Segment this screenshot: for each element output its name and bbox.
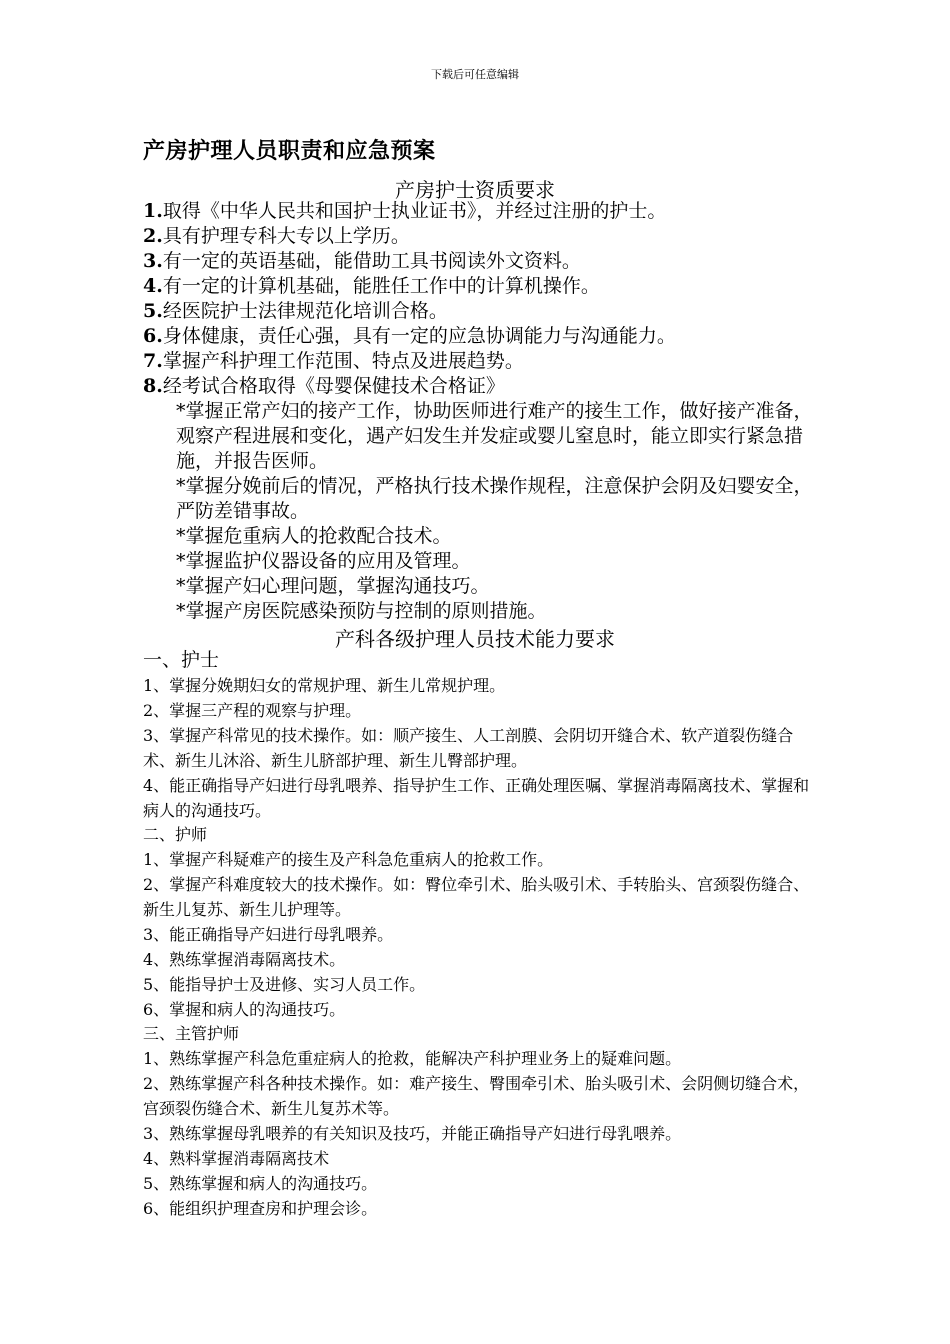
item-number: 4.	[143, 275, 163, 297]
item-number: 7.	[143, 350, 163, 372]
qualification-section-title: 产房护士资质要求	[395, 178, 555, 202]
item-text: 经考试合格取得《母婴保健技术合格证》	[162, 375, 505, 397]
item-text: 具有护理专科大专以上学历。	[162, 225, 410, 247]
nurse-requirement: 2、掌握三产程的观察与护理。	[143, 701, 362, 720]
qualification-item	[143, 299, 448, 324]
item-text: 身体健康，责任心强，具有一定的应急协调能力与沟通能力。	[162, 325, 676, 347]
item-text: 掌握产科护理工作范围、特点及进展趋势。	[162, 350, 524, 372]
nurse-requirement: 3、掌握产科常见的技术操作。如：顺产接生、人工剖膜、会阴切开缝合术、软产道裂伤缝合术、新生儿沐浴、新生儿脐部护理、新生儿臀部护理。	[143, 726, 794, 770]
senior-nurse-requirement: 1、掌握产科疑难产的接生及产科急危重病人的抢救工作。	[143, 850, 554, 869]
skill-point: *掌握正常产妇的接产工作，协助医师进行难产的接生工作，做好接产准备，观察产程进展和变化，遇产妇发生并发症或婴儿窒息时，能立即实行紧急措施，并报告医师。	[176, 400, 813, 472]
item-number: 3.	[143, 250, 163, 272]
senior-nurse-requirement: 3、能正确指导产妇进行母乳喂养。	[143, 925, 394, 944]
senior-nurse-requirement: 4、熟练掌握消毒隔离技术。	[143, 950, 346, 969]
charge-nurse-requirement: 3、熟练掌握母乳喂养的有关知识及技巧，并能正确指导产妇进行母乳喂养。	[143, 1124, 682, 1143]
skill-point: *掌握监护仪器设备的应用及管理。	[176, 550, 471, 572]
qualification-item	[143, 274, 600, 299]
skill-point: *掌握产妇心理问题，掌握沟通技巧。	[176, 575, 490, 597]
qualification-item	[143, 374, 505, 399]
levels-section-title: 产科各级护理人员技术能力要求	[335, 627, 615, 651]
nurse-requirement: 4、能正确指导产妇进行母乳喂养、指导护生工作、正确处理医嘱、掌握消毒隔离技术、掌握和病人的沟通技巧。	[143, 776, 810, 820]
item-number: 5.	[143, 300, 163, 322]
charge-nurse-heading: 三、主管护师	[143, 1024, 240, 1043]
senior-nurse-requirement: 6、掌握和病人的沟通技巧。	[143, 1000, 346, 1019]
header-note: 下载后可任意编辑	[431, 68, 519, 81]
nurse-requirement: 1、掌握分娩期妇女的常规护理、新生儿常规护理。	[143, 676, 506, 695]
qualification-item	[143, 199, 666, 224]
charge-nurse-requirement: 6、能组织护理查房和护理会诊。	[143, 1199, 378, 1218]
nurse-heading: 一、护士	[143, 649, 220, 671]
charge-nurse-requirement: 1、熟练掌握产科急危重症病人的抢救，能解决产科护理业务上的疑难问题。	[143, 1049, 682, 1068]
qualification-item	[143, 249, 581, 274]
skill-point: *掌握分娩前后的情况，严格执行技术操作规程，注意保护会阴及妇婴安全，严防差错事故。	[176, 475, 813, 522]
charge-nurse-requirement: 5、熟练掌握和病人的沟通技巧。	[143, 1174, 378, 1193]
qualification-item	[143, 224, 410, 249]
item-text: 有一定的计算机基础，能胜任工作中的计算机操作。	[162, 275, 600, 297]
skill-point: *掌握危重病人的抢救配合技术。	[176, 525, 452, 547]
qualification-item	[143, 349, 524, 374]
skill-point: *掌握产房医院感染预防与控制的原则措施。	[176, 600, 547, 622]
document-title: 产房护理人员职责和应急预案	[143, 139, 436, 164]
senior-nurse-requirement: 5、能指导护士及进修、实习人员工作。	[143, 975, 426, 994]
item-number: 1.	[143, 200, 163, 222]
item-number: 6.	[143, 325, 163, 347]
item-number: 8.	[143, 375, 163, 397]
item-number: 2.	[143, 225, 163, 247]
senior-nurse-requirement: 2、掌握产科难度较大的技术操作。如：臀位牵引术、胎头吸引术、手转胎头、宫颈裂伤缝合、新生儿复苏、新生儿护理等。	[143, 875, 810, 919]
item-text: 有一定的英语基础，能借助工具书阅读外文资料。	[162, 250, 581, 272]
item-text: 经医院护士法律规范化培训合格。	[162, 300, 448, 322]
qualification-item	[143, 324, 676, 349]
charge-nurse-requirement: 4、熟料掌握消毒隔离技术	[143, 1149, 330, 1168]
item-text: 取得《中华人民共和国护士执业证书》，并经过注册的护士。	[162, 200, 667, 222]
charge-nurse-requirement: 2、熟练掌握产科各种技术操作。如：难产接生、臀围牵引术、胎头吸引术、会阴侧切缝合术，宫颈裂伤缝合术、新生儿复苏术等。	[143, 1074, 810, 1118]
senior-nurse-heading: 二、护师	[143, 825, 208, 844]
